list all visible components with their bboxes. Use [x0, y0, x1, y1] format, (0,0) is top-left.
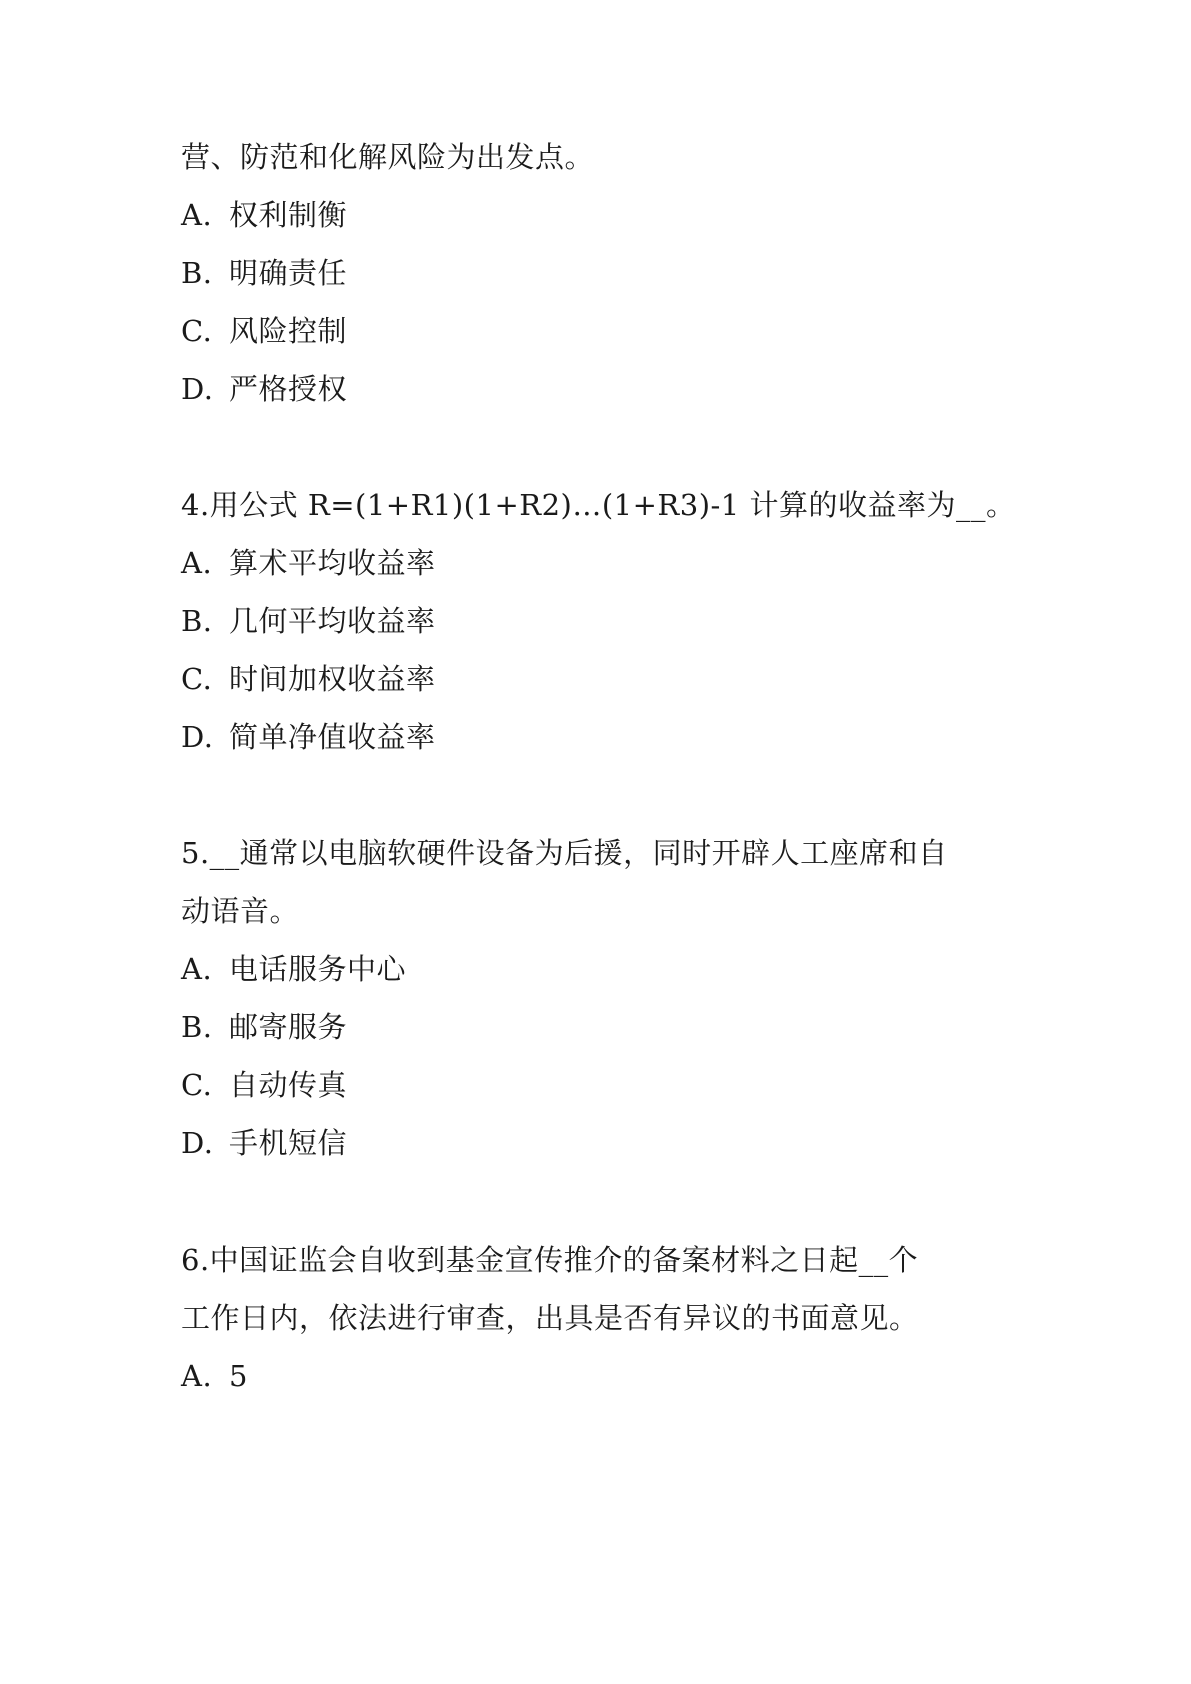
q3-option-d: D. 严格授权: [181, 372, 348, 406]
q3-stem-continuation: 营、防范和化解风险为出发点。: [181, 140, 595, 174]
q5-option-c: C. 自动传真: [181, 1068, 348, 1102]
q4-stem: 4.用公式 R=(1+R1)(1+R2)…(1+R3)-1 计算的收益率为__。: [181, 488, 1016, 522]
q3-option-a: A. 权利制衡: [181, 198, 348, 232]
q5-option-a: A. 电话服务中心: [181, 952, 407, 986]
q5-stem-line-2: 动语音。: [181, 894, 300, 928]
q6-option-a: A. 5: [181, 1359, 248, 1393]
q3-option-b: B. 明确责任: [181, 256, 348, 290]
q4-option-d: D. 简单净值收益率: [181, 720, 436, 754]
q4-option-b: B. 几何平均收益率: [181, 604, 436, 638]
q6-stem-line-2: 工作日内，依法进行审查，出具是否有异议的书面意见。: [181, 1301, 919, 1335]
q4-option-c: C. 时间加权收益率: [181, 662, 436, 696]
q6-stem-line-1: 6.中国证监会自收到基金宣传推介的备案材料之日起__个: [181, 1243, 919, 1277]
q5-option-d: D. 手机短信: [181, 1126, 348, 1160]
q5-stem-line-1: 5.__通常以电脑软硬件设备为后援，同时开辟人工座席和自: [181, 836, 948, 870]
q3-option-c: C. 风险控制: [181, 314, 348, 348]
q5-option-b: B. 邮寄服务: [181, 1010, 348, 1044]
q4-option-a: A. 算术平均收益率: [181, 546, 436, 580]
